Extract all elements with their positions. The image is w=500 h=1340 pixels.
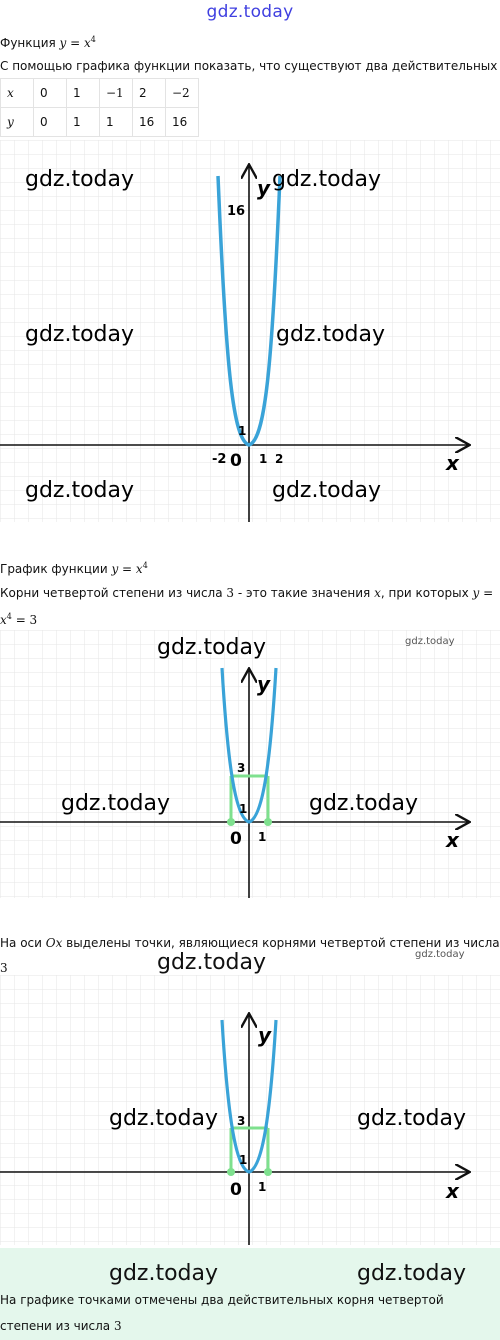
roots-text-line2 (0, 609, 37, 628)
root-point-left (227, 818, 235, 826)
origin-label: 0 (230, 1180, 242, 1200)
table-cell: 0 (34, 79, 67, 108)
formula-rest: = 3 (11, 613, 38, 627)
tick-label-x1: 1 (258, 830, 267, 844)
watermark: gdz.today (109, 1261, 219, 1286)
watermark: gdz.today (157, 635, 267, 660)
axis-y-label: y (258, 1023, 272, 1047)
tick-label-x1: 1 (259, 452, 268, 466)
table-cell: 1 (100, 108, 133, 137)
watermark: gdz.today (25, 478, 135, 503)
title-formula: y = x (59, 36, 91, 50)
axis-x-label: x (446, 828, 459, 852)
formula-exp: 4 (6, 612, 12, 621)
grid-background (0, 630, 500, 898)
site-header[interactable]: gdz.today (206, 2, 294, 22)
text-fragment: На оси (0, 936, 46, 950)
conclusion-line2 (0, 1318, 122, 1334)
table-row-label: x (1, 79, 34, 108)
table-row (1, 79, 199, 108)
root-point-right (264, 818, 272, 826)
axis-y-label: y (257, 672, 271, 696)
table-cell: 1 (67, 108, 100, 137)
text-fragment: - это такие значения (234, 586, 375, 600)
caption-formula: y = x (111, 562, 143, 576)
table-cell: 0 (34, 108, 67, 137)
watermark-small: gdz.today (405, 636, 455, 647)
table-row-label: y (1, 108, 34, 137)
graph-3 (0, 975, 500, 1245)
origin-label: 0 (230, 829, 242, 849)
root-point-left (227, 1168, 235, 1176)
title-line (0, 32, 96, 51)
tick-label-y1: 1 (238, 424, 247, 438)
table-cell: −2 (166, 79, 199, 108)
caption-prefix: График функции (0, 562, 112, 576)
root-point-right (264, 1168, 272, 1176)
watermark-small: gdz.today (415, 949, 465, 960)
watermark: gdz.today (276, 322, 386, 347)
table-cell: 1 (67, 79, 100, 108)
watermark (157, 975, 266, 976)
axis-y-label: y (257, 176, 271, 200)
watermark: gdz.today (357, 1106, 467, 1131)
formula-y: y = (472, 586, 494, 600)
table-cell: −1 (100, 79, 133, 108)
text-fragment: степени из числа (0, 1319, 114, 1333)
axis-points-text-line2: 3 (0, 961, 8, 975)
watermark: gdz.today (309, 791, 419, 816)
conclusion-line1: На графике точками отмечены два действительных корня четвертой (0, 1293, 444, 1307)
var-x: x (374, 586, 381, 600)
roots-text-line1 (0, 585, 493, 601)
watermark: gdz.today (61, 791, 171, 816)
caption-graph (0, 558, 148, 577)
watermark: gdz.today (272, 478, 382, 503)
graph-2 (0, 630, 500, 898)
watermark: gdz.today (157, 950, 267, 975)
tick-label-minus2: -2 (212, 452, 227, 467)
origin-label: 0 (230, 451, 242, 471)
tick-label-x1: 1 (258, 1180, 267, 1194)
conclusion-panel (0, 1248, 500, 1340)
watermark: gdz.today (109, 1106, 219, 1131)
formula-x: x (0, 613, 7, 627)
table-cell: 16 (133, 108, 166, 137)
tick-label-x2: 2 (275, 452, 284, 466)
axis-x-label: x (446, 451, 459, 475)
tick-label-y1: 1 (239, 1153, 248, 1167)
text-fragment: , при которых (380, 586, 473, 600)
text-fragment: Корни четвертой степени из числа (0, 586, 227, 600)
axis-ox: Ox (45, 936, 63, 950)
caption-exp: 4 (142, 561, 148, 570)
title-exp: 4 (90, 35, 96, 44)
watermark: gdz.today (25, 322, 135, 347)
values-table (0, 78, 199, 137)
title-prefix: Функция (0, 36, 60, 50)
tick-label-16: 16 (227, 204, 246, 219)
graph-1 (0, 140, 500, 522)
tick-label-y1: 1 (239, 802, 248, 816)
tick-label-y3: 3 (237, 761, 246, 775)
watermark: gdz.today (357, 1261, 467, 1286)
table-cell: 16 (166, 108, 199, 137)
table-cell: 2 (133, 79, 166, 108)
number-3: 3 (226, 586, 235, 600)
table-row (1, 108, 199, 137)
watermark: gdz.today (272, 167, 382, 192)
axis-x-label: x (446, 1179, 459, 1203)
task-text: С помощью графика функции показать, что существуют два действительных (0, 59, 498, 73)
tick-label-y3: 3 (237, 1114, 246, 1128)
number-3: 3 (113, 1319, 122, 1333)
watermark: gdz.today (25, 167, 135, 192)
text-fragment: выделены точки, являющиеся корнями четвертой степени из числа (62, 936, 500, 950)
